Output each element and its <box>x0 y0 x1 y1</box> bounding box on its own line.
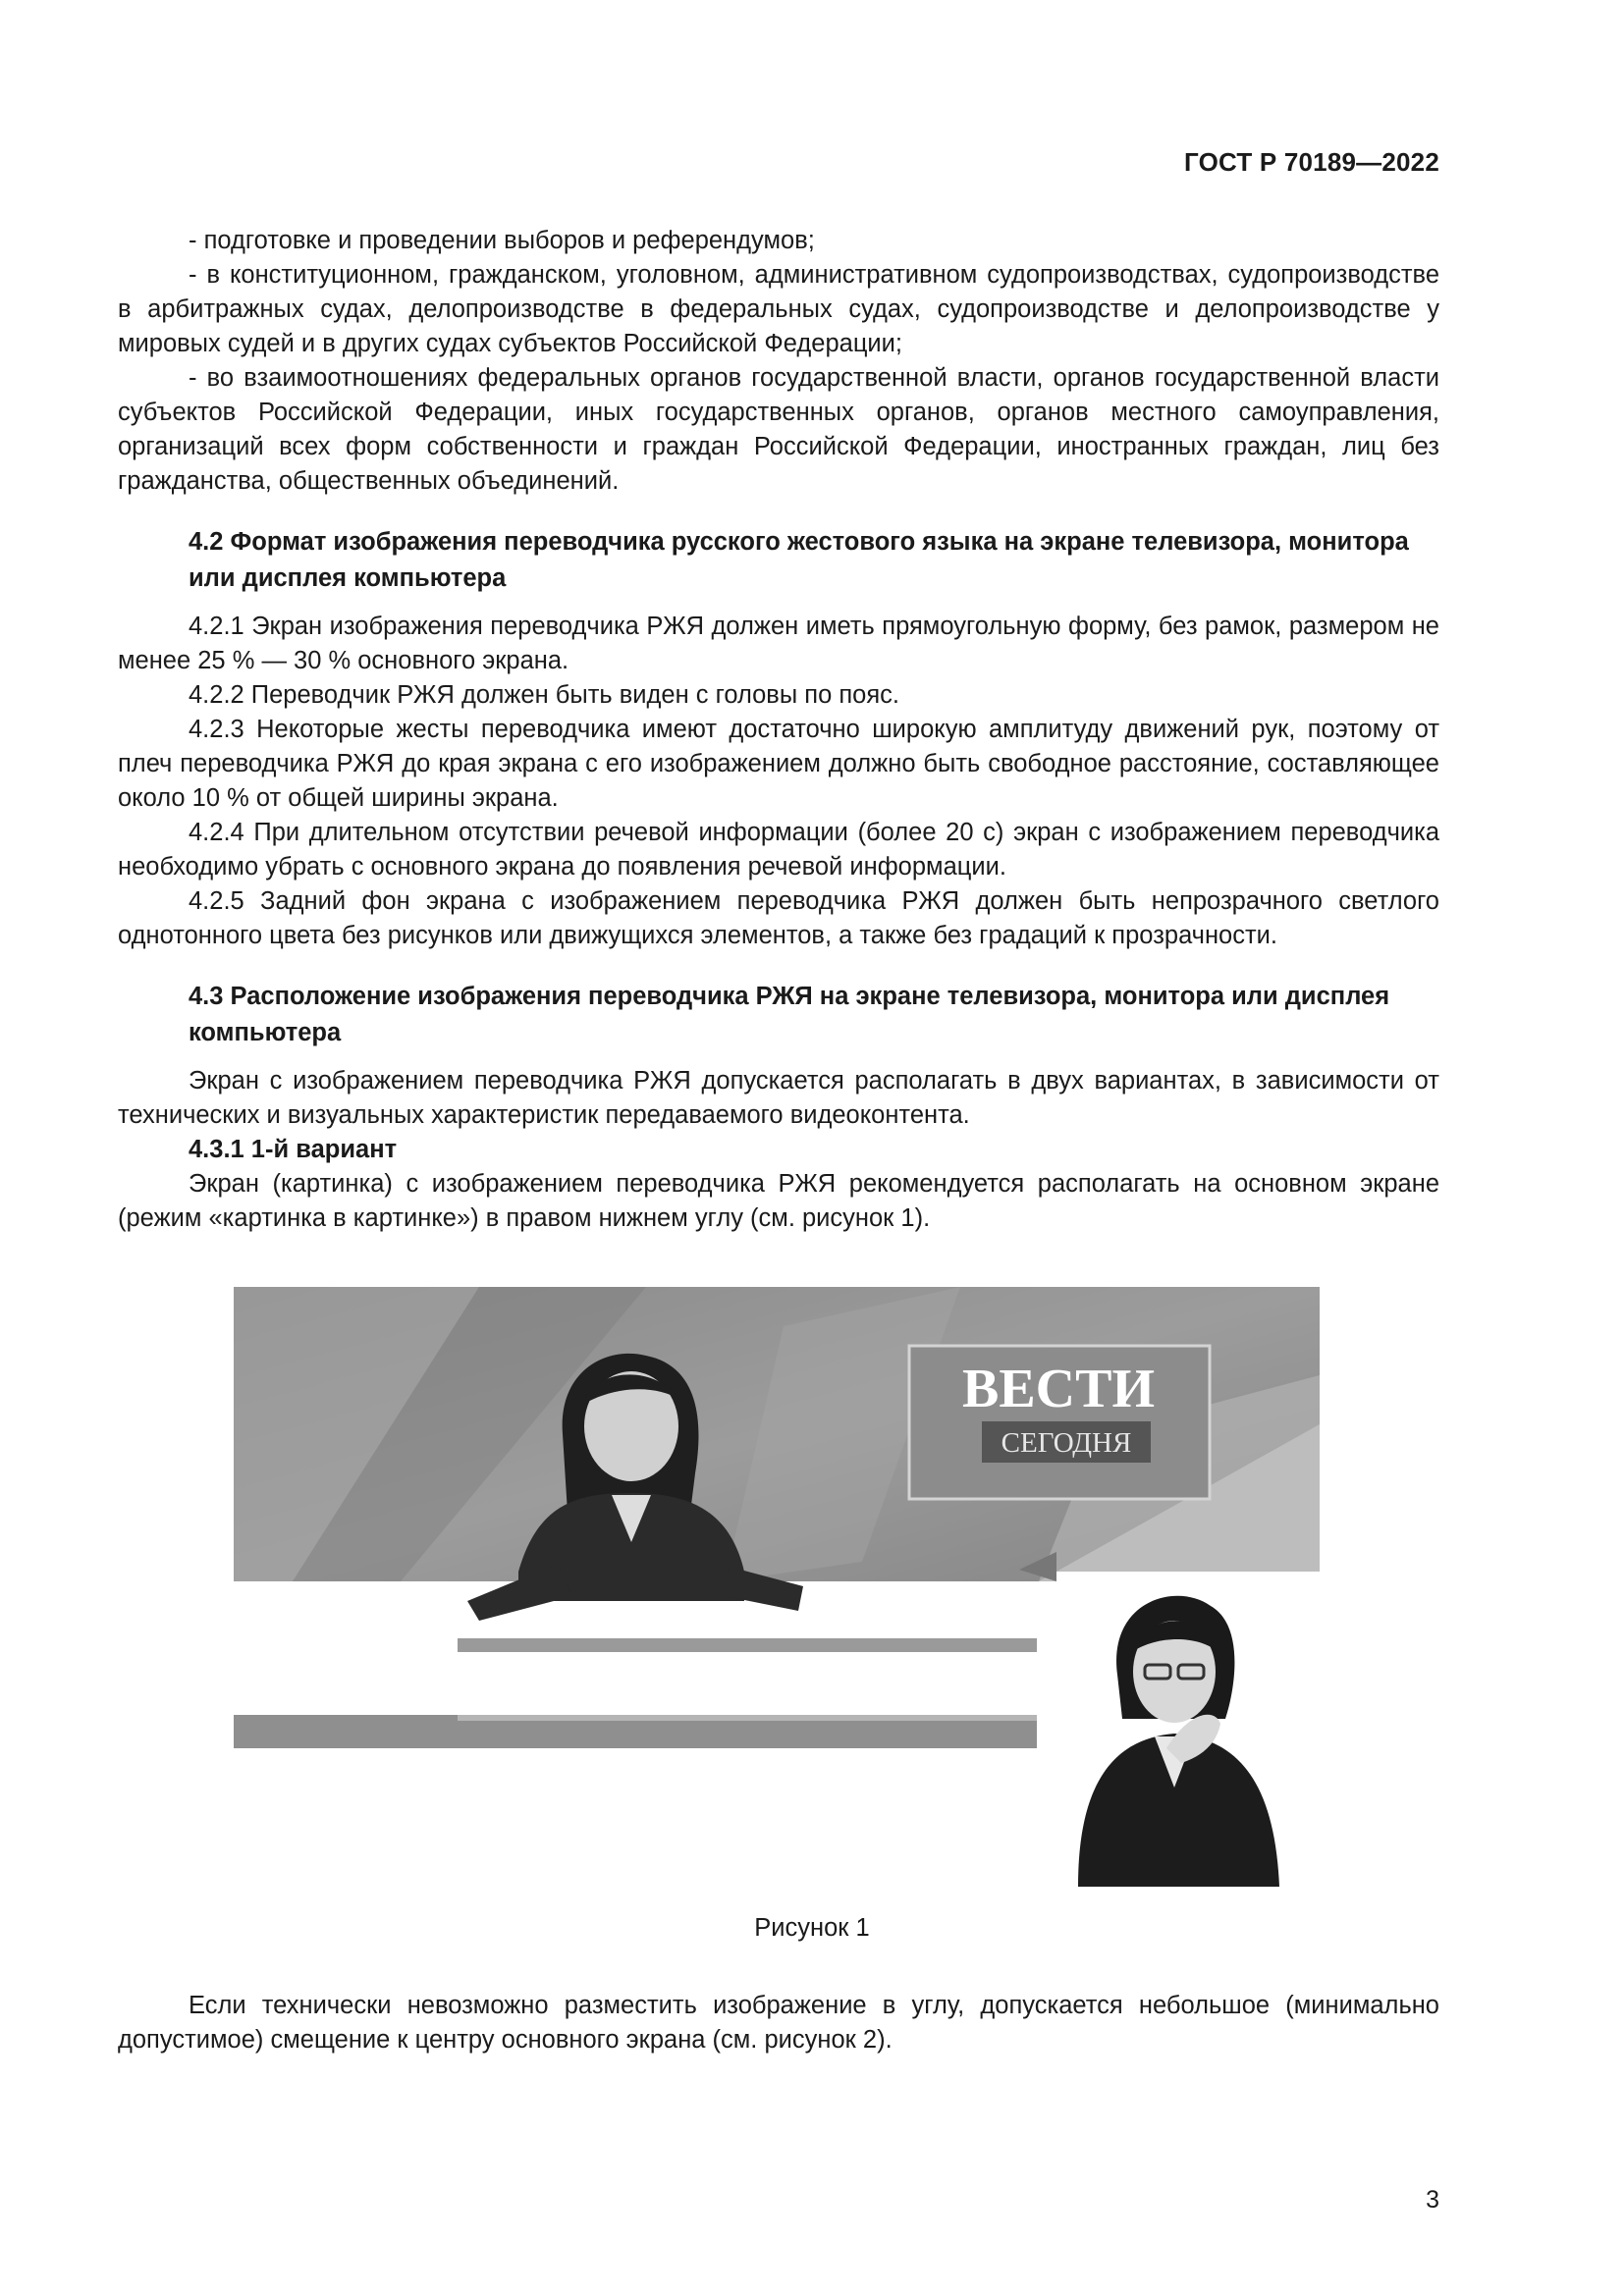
paragraph-4-3-intro: Экран с изображением переводчика РЖЯ допускается располагать в двух вариантах, в зависимости от технических и визуальных характеристик передаваемого видеоконтента. <box>118 1067 1439 1129</box>
figure-1 <box>234 1287 1320 1887</box>
section-heading-4-3: 4.3 Расположение изображения переводчика РЖЯ на экране телевизора, монитора или дисплея компьютера <box>189 983 1390 1046</box>
paragraph-after-figure: Если технически невозможно разместить изображение в углу, допускается небольшое (минимально допустимое) смещение к центру основного экрана (см. рисунок 2). <box>118 1992 1439 2054</box>
paragraph-4-2-1: 4.2.1 Экран изображения переводчика РЖЯ должен иметь прямоугольную форму, без рамок, размером не менее 25 % — 30 % основного экрана. <box>118 613 1439 674</box>
paragraph-4-2-4: 4.2.4 При длительном отсутствии речевой информации (более 20 с) экран с изображением переводчика необходимо убрать с основного экрана до появления речевой информации. <box>118 819 1439 881</box>
logo-title: ВЕСТИ <box>961 1359 1156 1419</box>
paragraph-4-2-2: 4.2.2 Переводчик РЖЯ должен быть виден с головы по пояс. <box>189 681 899 709</box>
paragraph-4-3-1: Экран (картинка) с изображением переводчика РЖЯ рекомендуется располагать на основном экране (режим «картинка в картинке») в правом нижнем углу (см. рисунок 1). <box>118 1170 1439 1232</box>
paragraph-4-2-5: 4.2.5 Задний фон экрана с изображением переводчика РЖЯ должен быть непрозрачного светлого однотонного цвета без рисунков или движущихся элементов, а также без градаций к прозрачности. <box>118 887 1439 949</box>
desk-bar-highlight <box>458 1715 1037 1721</box>
interpreter-pip <box>1056 1572 1320 1887</box>
section-heading-4-2: 4.2 Формат изображения переводчика русского жестового языка на экране телевизора, монитора или дисплея компьютера <box>189 528 1409 592</box>
desk-bar <box>458 1638 1037 1652</box>
list-item: - во взаимоотношениях федеральных органов государственной власти, органов государственной власти субъектов Российской Федерации, иных государственных органов, органов местного самоуправления, организаций всех форм собственности и граждан Российской Федерации, иностранных граждан, лиц без гражданства, общественных объединений. <box>118 364 1439 495</box>
list-item: - подготовке и проведении выборов и референдумов; <box>189 227 815 254</box>
bottom-content <box>118 1989 1439 2057</box>
main-content <box>118 224 1439 1236</box>
figure-caption: Рисунок 1 <box>754 1914 870 1942</box>
subheading-4-3-1: 4.3.1 1-й вариант <box>189 1136 398 1163</box>
logo-subtitle: СЕГОДНЯ <box>1001 1427 1132 1459</box>
page-number: 3 <box>1426 2186 1439 2214</box>
document-header: ГОСТ Р 70189—2022 <box>1184 147 1439 177</box>
figure-1-illustration <box>234 1287 1320 1887</box>
list-item: - в конституционном, гражданском, уголовном, административном судопроизводствах, судопроизводстве в арбитражных судах, делопроизводстве в федеральных судах, судопроизводстве и делопроизводстве у мировых судей и в других судах субъектов Российской Федерации; <box>118 261 1439 357</box>
paragraph-4-2-3: 4.2.3 Некоторые жесты переводчика имеют достаточно широкую амплитуду движений рук, поэтому от плеч переводчика РЖЯ до края экрана с его изображением должно быть свободное расстояние, составляющее около 10 % от общей ширины экрана. <box>118 716 1439 812</box>
